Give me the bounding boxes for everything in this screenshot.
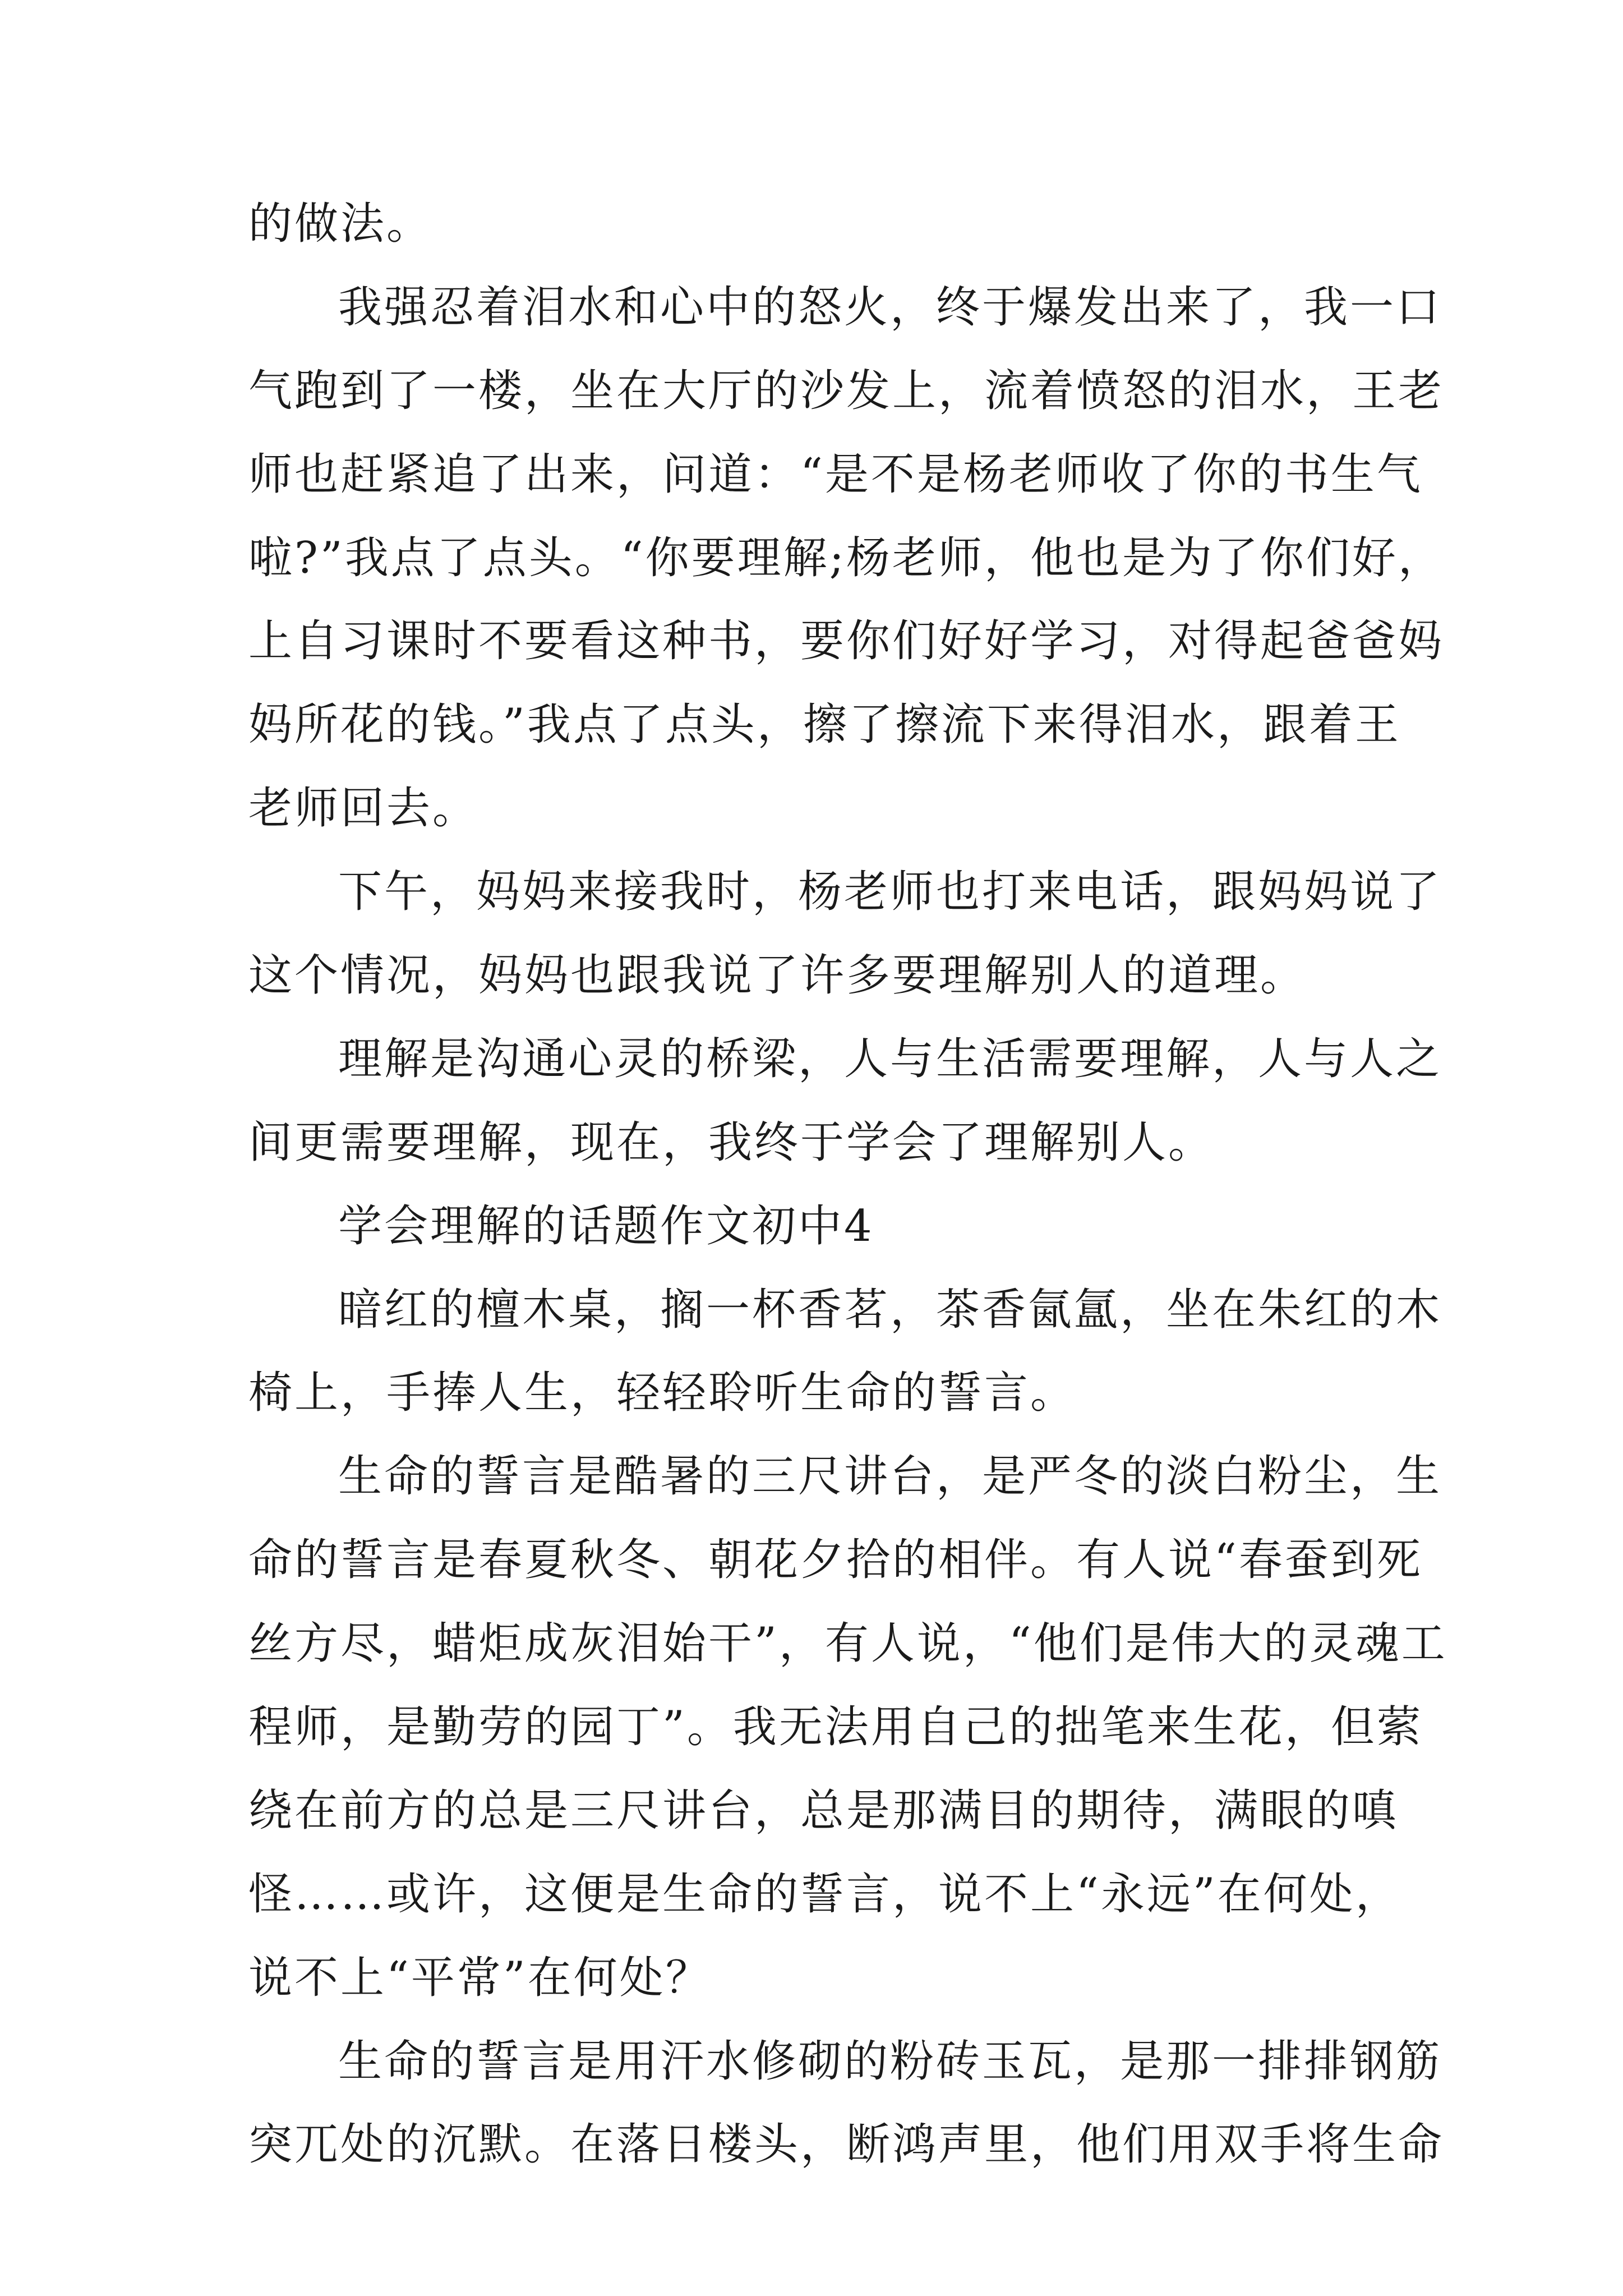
text-line: 暗红的檀木桌，搁一杯香茗，茶香氤氲，坐在朱红的木 [338,1284,1442,1335]
text-line: 丝方尽，蜡炬成灰泪始干”，有人说，“他们是伟大的灵魂工 [248,1618,1447,1669]
text-line: 师也赶紧追了出来，问道：“是不是杨老师收了你的书生气 [248,449,1423,500]
text-line: 突兀处的沉默。在落日楼头，断鸿声里，他们用双手将生命 [248,2119,1445,2170]
body-text [248,182,1447,2187]
text-line: 上自习课时不要看这种书，要你们好好学习，对得起爸爸妈 [248,616,1445,667]
text-line: 妈所花的钱。”我点了点头，擦了擦流下来得泪水，跟着王 [248,700,1401,751]
text-line: 这个情况，妈妈也跟我说了许多要理解别人的道理。 [248,950,1307,1001]
text-line: 的做法。 [248,199,433,249]
text-line: 气跑到了一楼，坐在大厅的沙发上，流着愤怒的泪水，王老 [248,365,1445,416]
text-line: 怪……或许，这便是生命的誓言，说不上“永远”在何处， [248,1869,1401,1920]
text-line: 生命的誓言是用汗水修砌的粉砖玉瓦，是那一排排钢筋 [338,2036,1442,2087]
text-line: 绕在前方的总是三尺讲台，总是那满目的期待，满眼的嗔 [248,1785,1399,1836]
text-line: 程师，是勤劳的园丁”。我无法用自己的拙笔来生花，但萦 [248,1702,1423,1753]
text-line: 下午，妈妈来接我时，杨老师也打来电话，跟妈妈说了 [338,867,1442,918]
text-line: 啦?”我点了点头。“你要理解;杨老师，他也是为了你们好， [248,532,1444,583]
text-line: 间更需要理解，现在，我终于学会了理解别人。 [248,1117,1215,1168]
text-line: 说不上“平常”在何处？ [248,1952,712,2003]
text-line: 椅上，手捧人生，轻轻聆听生命的誓言。 [248,1368,1077,1419]
text-line: 生命的誓言是酷暑的三尺讲台，是严冬的淡白粉尘，生 [338,1451,1442,1502]
section-heading: 学会理解的话题作文初中4 [338,1200,874,1251]
text-line: 理解是沟通心灵的桥梁，人与生活需要理解，人与人之 [338,1033,1442,1084]
text-line: 命的誓言是春夏秋冬、朝花夕拾的相伴。有人说“春蚕到死 [248,1535,1423,1586]
text-line: 老师回去。 [248,783,479,834]
text-line: 我强忍着泪水和心中的怒火，终于爆发出来了，我一口 [338,282,1442,333]
